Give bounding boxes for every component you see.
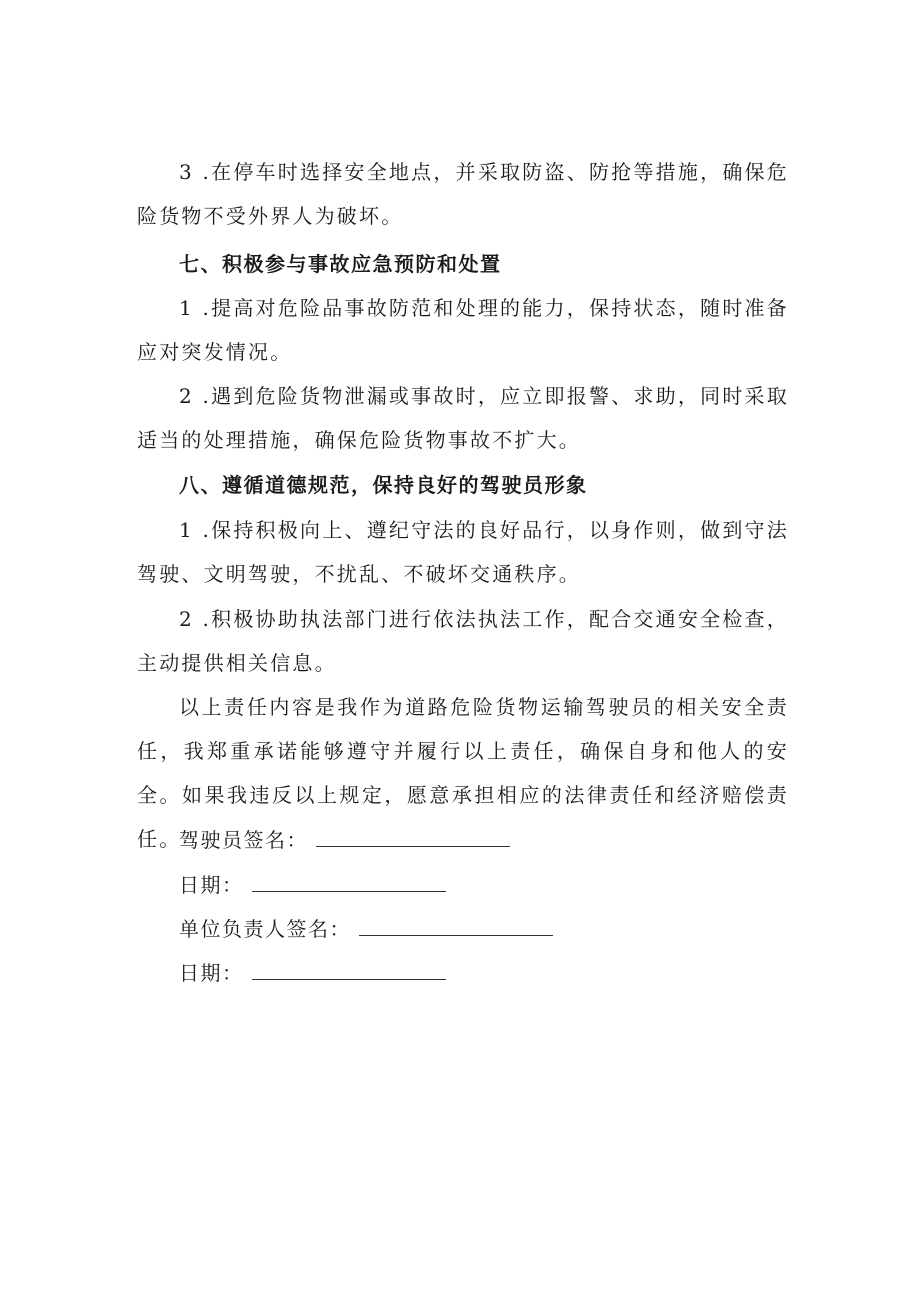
date-label-2: 日期：: [179, 961, 244, 985]
manager-signature-line[interactable]: [359, 911, 553, 936]
paragraph-conclusion: 以上责任内容是我作为道路危险货物运输驾驶员的相关安全责任，我郑重承诺能够遵守并履行以上责任，确保自身和他人的安全。如果我违反以上规定，愿意承担相应的法律责任和经济赔偿责任。: [137, 695, 789, 851]
paragraph-7-2: 2 .遇到危险货物泄漏或事故时，应立即报警、求助，同时采取适当的处理措施，确保危险货物事故不扩大。: [137, 384, 789, 452]
driver-signature-line[interactable]: [316, 822, 510, 847]
date-row-2: [179, 951, 446, 995]
paragraph-8-1: 1 .保持积极向上、遵纪守法的良好品行，以身作则，做到守法驾驶、文明驾驶，不扰乱、不破坏交通秩序。: [137, 518, 789, 586]
driver-signature-row: [179, 818, 510, 862]
section-heading-7: 七、积极参与事故应急预防和处置: [179, 252, 502, 276]
driver-signature-label: 驾驶员签名：: [179, 828, 308, 852]
date-line-2[interactable]: [252, 955, 446, 980]
date-line-1[interactable]: [252, 867, 446, 892]
manager-signature-row: [179, 907, 553, 951]
paragraph-8-2: 2 .积极协助执法部门进行依法执法工作，配合交通安全检查，主动提供相关信息。: [137, 607, 789, 675]
manager-signature-label: 单位负责人签名：: [179, 917, 351, 941]
section-heading-8: 八、遵循道德规范，保持良好的驾驶员形象: [179, 473, 588, 497]
date-label-1: 日期：: [179, 873, 244, 897]
paragraph-7-1: 1 .提高对危险品事故防范和处理的能力，保持状态，随时准备应对突发情况。: [137, 296, 789, 364]
paragraph-parking-safety: 3 .在停车时选择安全地点，并采取防盗、防抢等措施，确保危险货物不受外界人为破坏。: [137, 160, 789, 228]
date-row-1: [179, 863, 446, 907]
